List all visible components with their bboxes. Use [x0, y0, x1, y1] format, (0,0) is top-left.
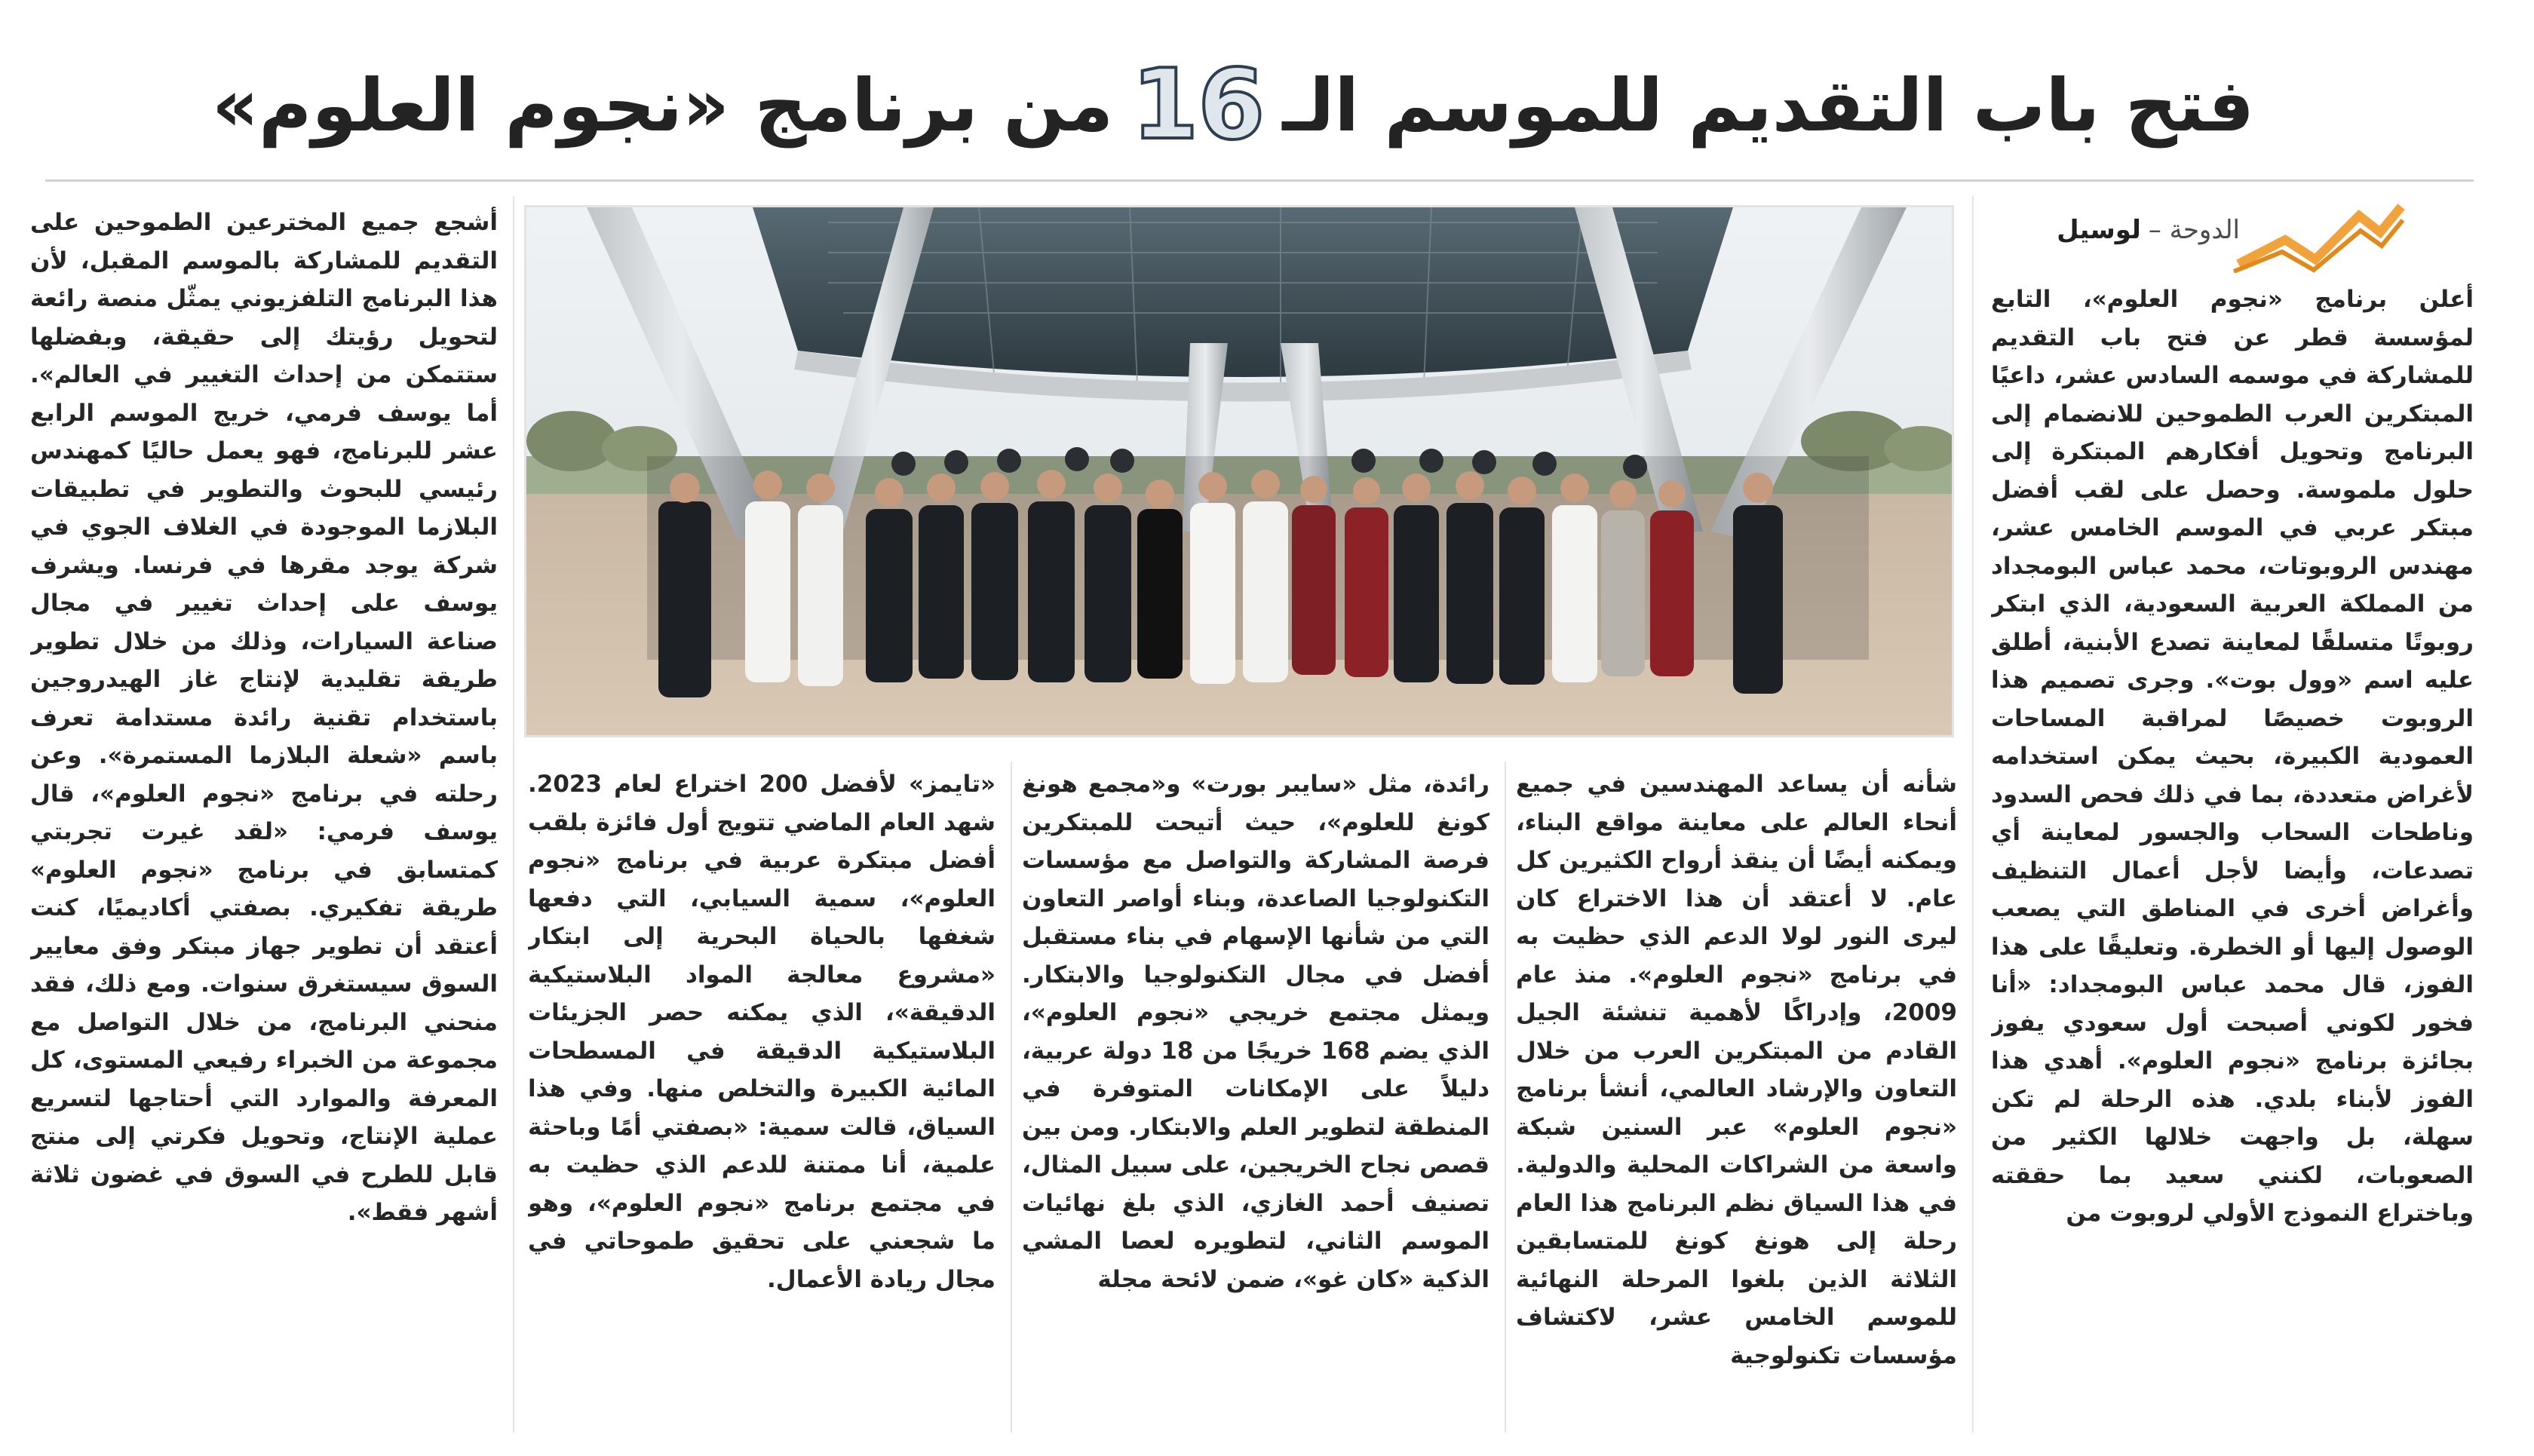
headline — [45, 41, 2421, 170]
group-photo — [524, 205, 1954, 737]
headline-part2: من برنامج «نجوم العلوم» — [211, 63, 1114, 148]
article-column-1 — [1991, 280, 2474, 1442]
group-of-people — [647, 447, 1869, 697]
article-column-2 — [1516, 765, 1957, 1436]
dateline-place: الدوحة – — [2148, 215, 2240, 245]
article-column-3-text: رائدة، مثل «سايبر بورت» و«مجمع هونغ كونغ للعلوم»، حيث أتيحت للمبتكرين فرصة المشاركة والتواصل مع مؤسسات التكنولوجيا الصاعدة، وبناء أواصر التعاون التي من شأنها الإسهام في بناء مستقبل أفضل في مجال التكنولوجيا والابتكار. ويمثل مجتمع خريجي «نجوم العلوم»، الذي يضم 168 خريجًا من 18 دولة عربية، دليلاً على الإمكانات المتوفرة في المنطقة لتطوير العلم والابتكار. ومن بين قصص نجاح الخريجين، على سبيل المثال، تصنيف أحمد الغازي، الذي بلغ نهائيات الموسم الثاني، لتطويره لعصا المشي الذكية «كان غو»، ضمن لائحة مجلة — [1022, 771, 1489, 1293]
headline-rule — [45, 179, 2474, 182]
article-column-4-text: «تايمز» لأفضل 200 اختراع لعام 2023. شهد العام الماضي تتويج أول فائزة بلقب أفضل مبتكرة عربية في برنامج «نجوم العلوم»، سمية السيابي، التي دفعها شغفها بالحياة البحرية إلى ابتكار «مشروع معالجة المواد البلاستيكية الدقيقة»، الذي يمكنه حصر الجزيئات البلاستيكية الدقيقة في المسطحات المائية الكبيرة والتخلص منها. وفي هذا السياق، قالت سمية: «بصفتي أمًا وباحثة علمية، أنا ممتنة للدعم الذي حظيت به في مجتمع برنامج «نجوم العلوم»، وهو ما شجعني على تحقيق طموحاتي في مجال ريادة الأعمال. — [528, 771, 996, 1293]
column-divider — [1972, 196, 1974, 1433]
headline-number: 16 — [1131, 49, 1265, 161]
column-divider — [513, 196, 514, 1433]
article-column-5-text: أشجع جميع المخترعين الطموحين على التقديم للمشاركة بالموسم المقبل، لأن هذا البرنامج التلفزيوني يمثّل منصة رائعة لتحويل رؤيتك إلى حقيقة، وبفضلها ستتمكن من إحداث التغيير في العالم». أما يوسف فرمي، خريج الموسم الرابع عشر للبرنامج، فهو يعمل حاليًا كمهندس رئيسي للبحوث والتطوير في تطبيقات البلازما الموجودة في الغلاف الجوي في شركة يوجد مقرها في فرنسا. ويشرف يوسف على إحداث تغيير في مجال صناعة السيارات، وذلك من خلال تطوير طريقة تقليدية لإنتاج غاز الهيدروجين باستخدام تقنية رائدة مستدامة تعرف باسم «شعلة البلازما المستمرة». وعن رحلته في برنامج «نجوم العلوم»، قال يوسف فرمي: «لقد غيرت تجربتي كمتسابق في برنامج «نجوم العلوم» طريقة تفكيري. بصفتي أكاديميًا، كنت أعتقد أن تطوير جهاز مبتكر وفق معايير السوق سيستغرق سنوات. ومع ذلك، فقد منحني البرنامج، من خلال التواصل مع مجموعة من الخبراء رفيعي المستوى، كل المعرفة والموارد التي أحتاجها لتسريع عملية الإنتاج، وتحويل فكرتي إلى منتج قابل للطرح في السوق في غضون ثلاثة أشهر فقط». — [30, 209, 498, 1226]
article-column-2-text: شأنه أن يساعد المهندسين في جميع أنحاء العالم على معاينة مواقع البناء، ويمكنه أيضًا أن ينقذ أرواح الكثيرين كل عام. لا أعتقد أن هذا الاختراع كان ليرى النور لولا الدعم الذي حظيت به في برنامج «نجوم العلوم». منذ عام 2009، وإدراكًا لأهمية تنشئة الجيل القادم من المبتكرين العرب من خلال التعاون والإرشاد العالمي، أنشأ برنامج «نجوم العلوم» عبر السنين شبكة واسعة من الشراكات المحلية والدولية. في هذا السياق نظم البرنامج هذا العام رحلة إلى هونغ كونغ للمتسابقين الثلاثة الذين بلغوا المرحلة النهائية للموسم الخامس عشر، لاكتشاف مؤسسات تكنولوجية — [1516, 771, 1957, 1369]
dateline-source: لوسيل — [2057, 215, 2141, 245]
group-photo-illustration — [526, 207, 1952, 735]
article-column-1-text: أعلن برنامج «نجوم العلوم»، التابع لمؤسسة قطر عن فتح باب التقديم للمشاركة في موسمه السادس عشر، داعيًا المبتكرين العرب الطموحين للانضمام إلى البرنامج وتحويل أفكارهم المبتكرة إلى حلول ملموسة. وحصل على لقب أفضل مبتكر عربي في الموسم الخامس عشر، مهندس الروبوتات، محمد عباس البومجداد من المملكة العربية السعودية، الذي ابتكر روبوتًا متسلقًا لمعاينة تصدع الأبنية، أطلق عليه اسم «وول بوت». وجرى تصميم هذا الروبوت خصيصًا لمراقبة المساحات العمودية الكبيرة، بحيث يمكن استخدامه لأغراض متعددة، بما في ذلك فحص السدود وناطحات السحاب والجسور لمعاينة أي تصدعات، وأيضا لأجل أعمال التنظيف وأغراض أخرى في المناطق التي يصعب الوصول إليها أو الخطرة. وتعليقًا على هذا الفوز، قال محمد عباس البومجداد: «أنا فخور لكوني أصبحت أول سعودي يفوز بجائزة برنامج «نجوم العلوم». أهدي هذا الفوز لأبناء بلدي. هذه الرحلة لم تكن سهلة، بل واجهت خلالها الكثير من الصعوبات، لكنني سعيد بما حققته وباختراع النموذج الأولي لروبوت من — [1991, 286, 2474, 1227]
column-divider — [1505, 762, 1506, 1433]
article-column-5 — [30, 204, 498, 1440]
zigzag-arrow-icon — [2232, 198, 2406, 273]
dateline — [1991, 215, 2240, 260]
article-column-4 — [528, 765, 996, 1436]
headline-part1: فتح باب التقديم للموسم الـ — [1282, 63, 2255, 148]
article-column-3 — [1022, 765, 1489, 1436]
column-divider — [1011, 762, 1012, 1433]
